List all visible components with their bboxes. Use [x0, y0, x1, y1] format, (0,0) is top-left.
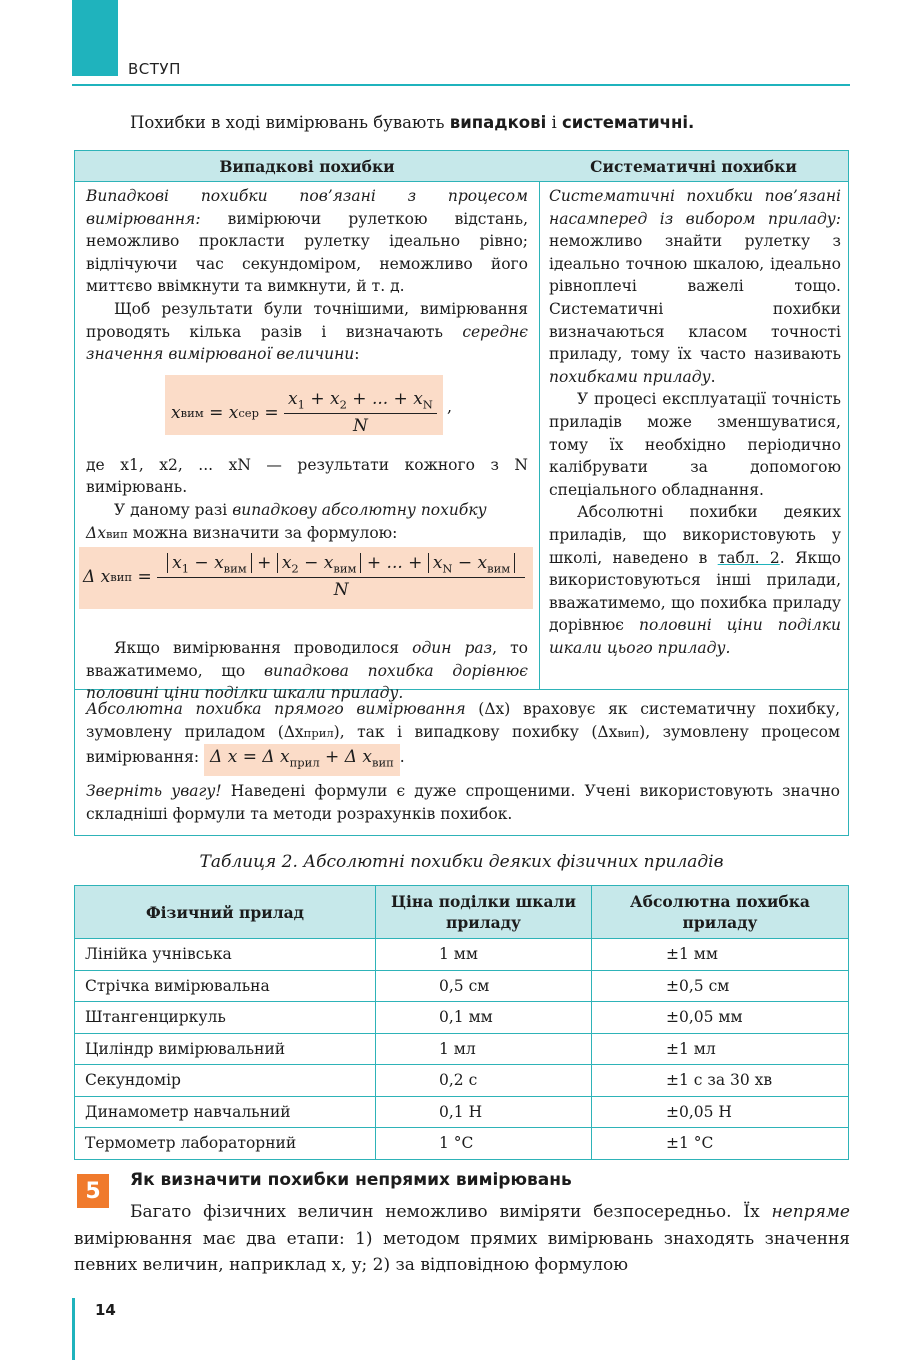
- absolute-error-summary: [86, 698, 840, 825]
- section-paragraph: Багато фізичних величин неможливо виміряти безпосередньо. Їх непряме вимірювання має два етапи: 1) методом прямих вимірювань знаходять значення певних величин, наприклад x, y; 2) за відповідною формулою: [74, 1202, 850, 1275]
- col-header-division: Ціна поділки шкали приладу: [376, 886, 592, 939]
- attention-note: Зверніть увагу! Наведені формули є дуже спрощеними. Учені використовують значно складніші формули та методи розрахунків похибок.: [86, 782, 840, 823]
- col-header-abs-error: Абсолютна похибка приладу: [592, 886, 849, 939]
- section-title: Як визначити похибки непрямих вимірювань: [130, 1170, 572, 1190]
- mean-value-formula: x вим = x сер = $\frac{x_1 + x_2 + ... + x_N}{N}$ ,: [165, 375, 443, 435]
- table-caption: Таблиця 2. Абсолютні похибки деяких фізичних приладів: [199, 852, 724, 872]
- random-p3: де x1, x2, ... xN — результати кожного з N вимірювань.: [86, 455, 528, 497]
- section-header: ВСТУП: [128, 60, 181, 78]
- random-errors-column: [86, 185, 528, 705]
- systematic-errors-column: [549, 185, 841, 659]
- table-row: Циліндр вимірювальний 1 мл ±1 мл: [75, 1033, 849, 1065]
- header-divider: [72, 84, 850, 86]
- table-row: Динамометр навчальний 0,1 Н ±0,05 Н: [75, 1096, 849, 1128]
- table-row: Секундомір 0,2 с ±1 с за 30 хв: [75, 1065, 849, 1097]
- column-divider: [539, 181, 540, 689]
- random-p2: Щоб результати були точнішими, вимірювання проводять кілька разів і визначають середнє значення вимірюваної величини:: [86, 299, 528, 364]
- random-p4: У даному разі випадкову абсолютну похибку Δxвип можна визначити за формулою:: [86, 500, 487, 542]
- table-row: Стрічка вимірювальна 0,5 см ±0,5 см: [75, 970, 849, 1002]
- page-number: 14: [95, 1301, 116, 1319]
- random-errors-header: Випадкові похибки: [75, 151, 540, 182]
- errors-comparison-box: [74, 150, 849, 836]
- random-p5: Якщо вимірювання проводилося один раз, то вважатимемо, що випадкова похибка дорівнює половині ціни поділки шкали приладу.: [86, 639, 528, 703]
- systematic-p1: Систематичні похибки пов’язані насамперед із вибором приладу: неможливо знайти рулетку з ідеально точною шкалою, ідеально рівноплечі важелі тощо. Систематичні похибки визначаються класом точності приладу, тому їх часто називають похибками приладу.: [549, 187, 841, 386]
- total-error-formula: Δ x = Δ $x_{прил} + \Delta$ $x_{вип}$: [204, 744, 400, 776]
- col-header-instrument: Фізичний прилад: [75, 886, 376, 939]
- instrument-errors-table: [74, 885, 849, 1160]
- intro-sentence: Похибки в ході вимірювань бувають випадкові і систематичні.: [130, 113, 695, 132]
- table-reference-link[interactable]: табл. 2: [717, 548, 780, 567]
- page-margin-bar: [72, 1298, 75, 1360]
- table-row: Термометр лабораторний 1 °С ±1 °С: [75, 1128, 849, 1160]
- systematic-p2: У процесі експлуатації точність приладів може зменшуватися, тому їх необхідно періодично калібрувати за допомогою спеціального обладнання.: [549, 390, 841, 499]
- section-number-badge: 5: [77, 1174, 109, 1208]
- random-error-formula: Δ x вип = $\frac{x_1 - x_{вим} + x_2 - x_{вим} + ... + x_N - x_{вим}}{N}$: [79, 547, 533, 609]
- header-color-block: [72, 0, 118, 76]
- table-header-row: [75, 886, 849, 939]
- summary-p1: Абсолютна похибка прямого вимірювання (Δx) враховує як систематичну похибку, зумовлену приладом (Δxприл), так і випадкову похибку (Δxвип), зумовлену процесом вимірювання: Δ x = Δ $x_{прил} + \Delta$ $x_{вип}$ .: [86, 698, 840, 776]
- table-row: Лінійка учнівська 1 мм ±1 мм: [75, 939, 849, 971]
- table-row: Штангенциркуль 0,1 мм ±0,05 мм: [75, 1002, 849, 1034]
- systematic-errors-header: Систематичні похибки: [539, 151, 848, 182]
- random-p1: Випадкові похибки пов’язані з процесом вимірювання: вимірюючи рулеткою відстань, неможливо прокласти рулетку ідеально рівно; відлічуючи час секундоміром, неможливо його миттєво ввімкнути та вимкнути, й т. д.: [86, 187, 528, 296]
- systematic-p3: Абсолютні похибки деяких приладів, що використовують у школі, наведено в табл. 2. Якщо використовуються інші прилади, вважатимемо, що похибка приладу дорівнює половині ціни поділки шкали цього приладу.: [549, 503, 841, 657]
